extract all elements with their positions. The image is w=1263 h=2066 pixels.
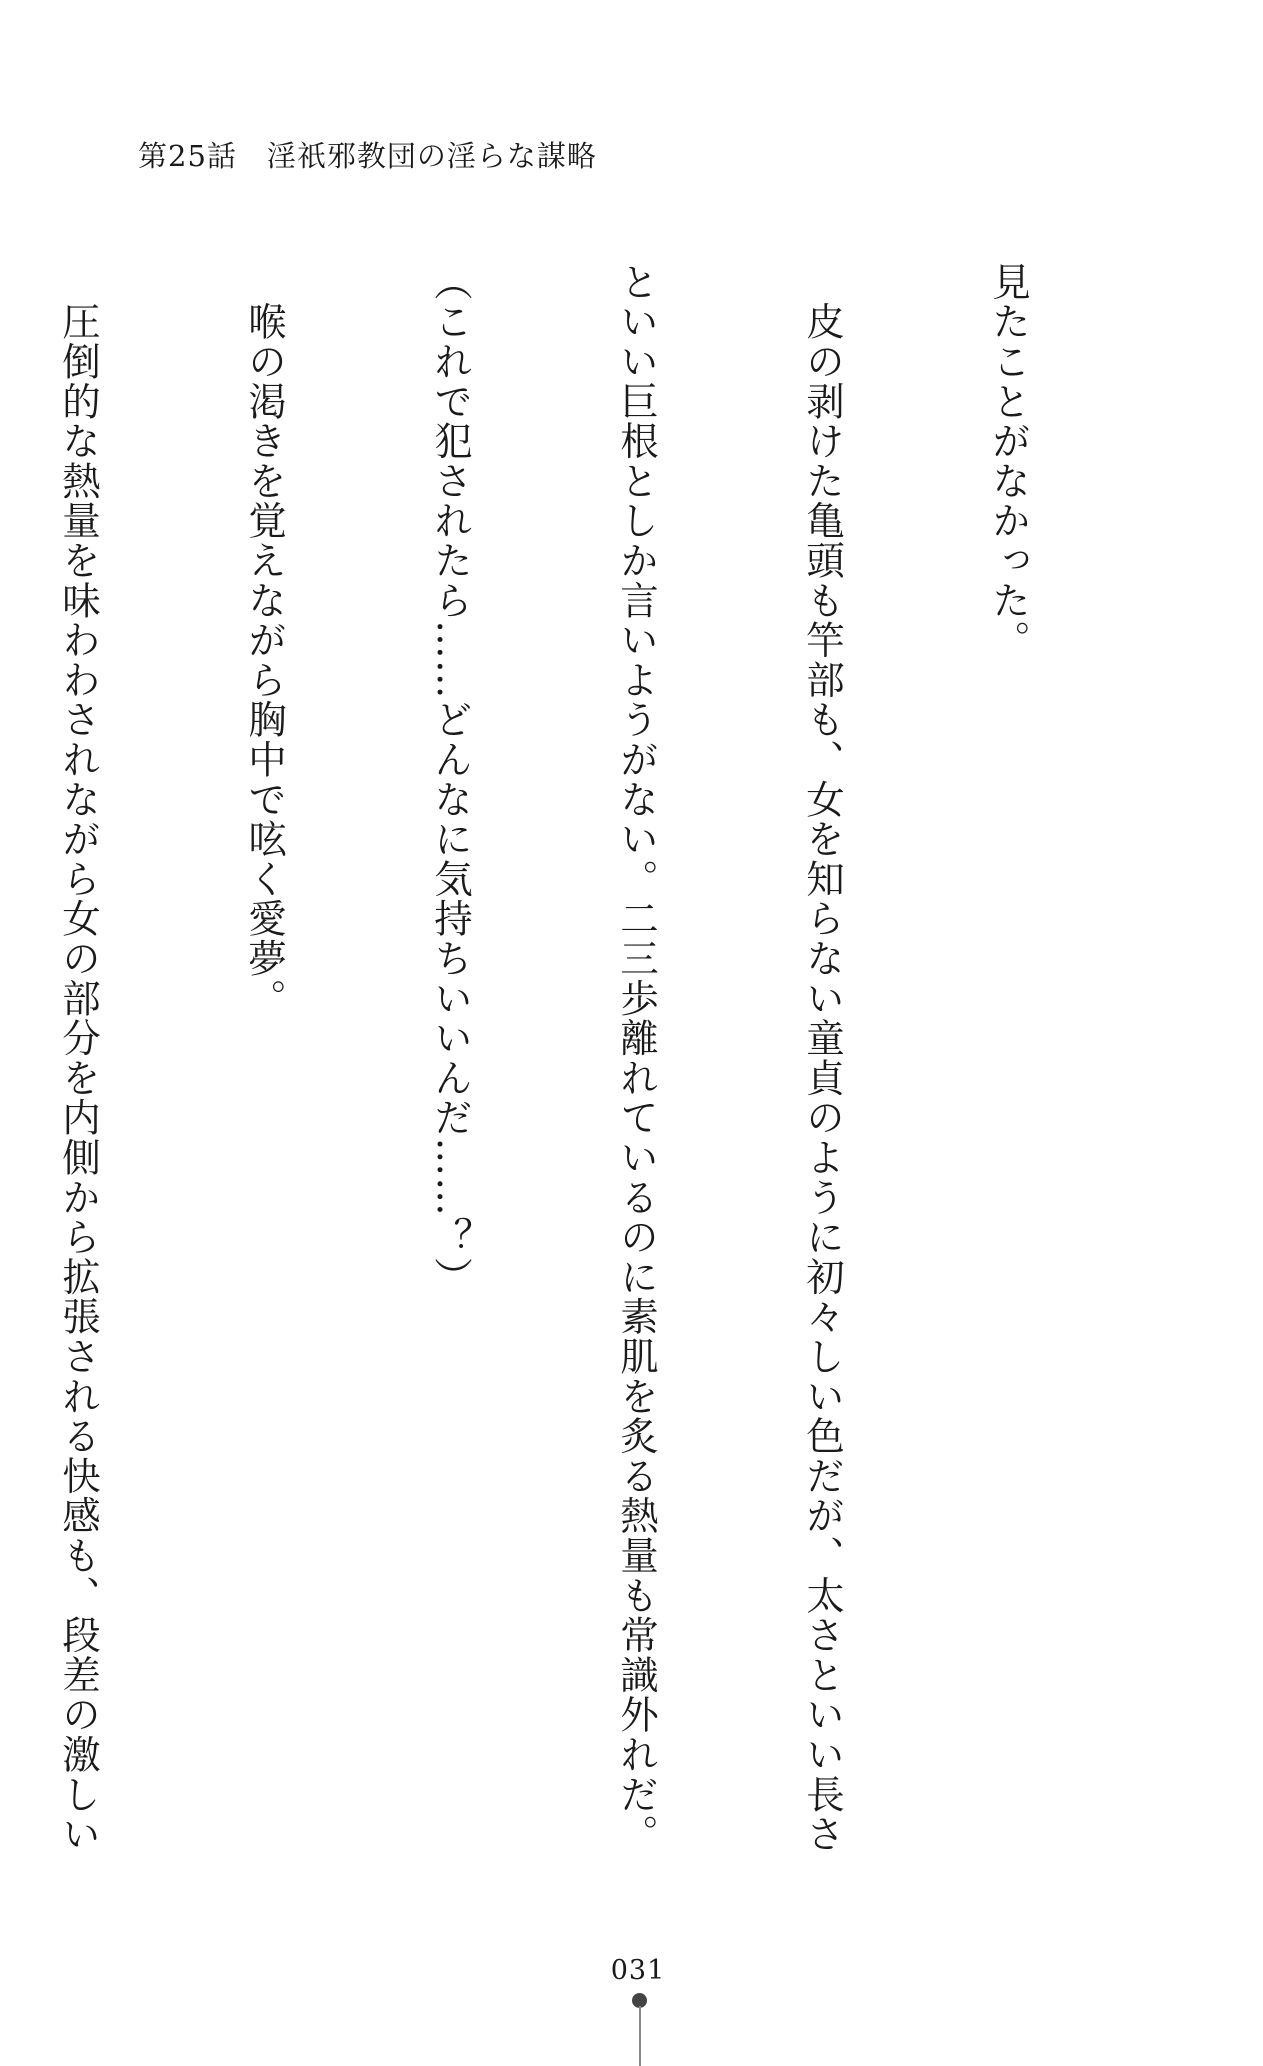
page-number: 031 (610, 1955, 666, 1986)
text-column-2: 皮の剥けた亀頭も竿部も、女を知らない童貞のように初々しい色だが、太さといい長さ (800, 262, 845, 1854)
folio-line-ornament (639, 2006, 641, 2066)
text-column-1: 見たことがなかった。 (986, 262, 1031, 660)
chapter-title: 第25話 淫祇邪教団の淫らな謀略 (138, 139, 597, 173)
text-column-6: 圧倒的な熱量を味わわされながら女の部分を内側から拡張される快感も、段差の激しい (56, 262, 101, 1854)
vertical-body-text (0, 262, 1163, 1962)
text-column-4: （これで犯されたら……どんなに気持ちいいんだ……？） (428, 262, 473, 1297)
text-column-5: 喉の渇きを覚えながら胸中で呟く愛夢。 (242, 262, 287, 1019)
text-column-3: といい巨根としか言いようがない。二三歩離れているのに素肌を炙る熱量も常識外れだ。 (614, 262, 659, 1854)
